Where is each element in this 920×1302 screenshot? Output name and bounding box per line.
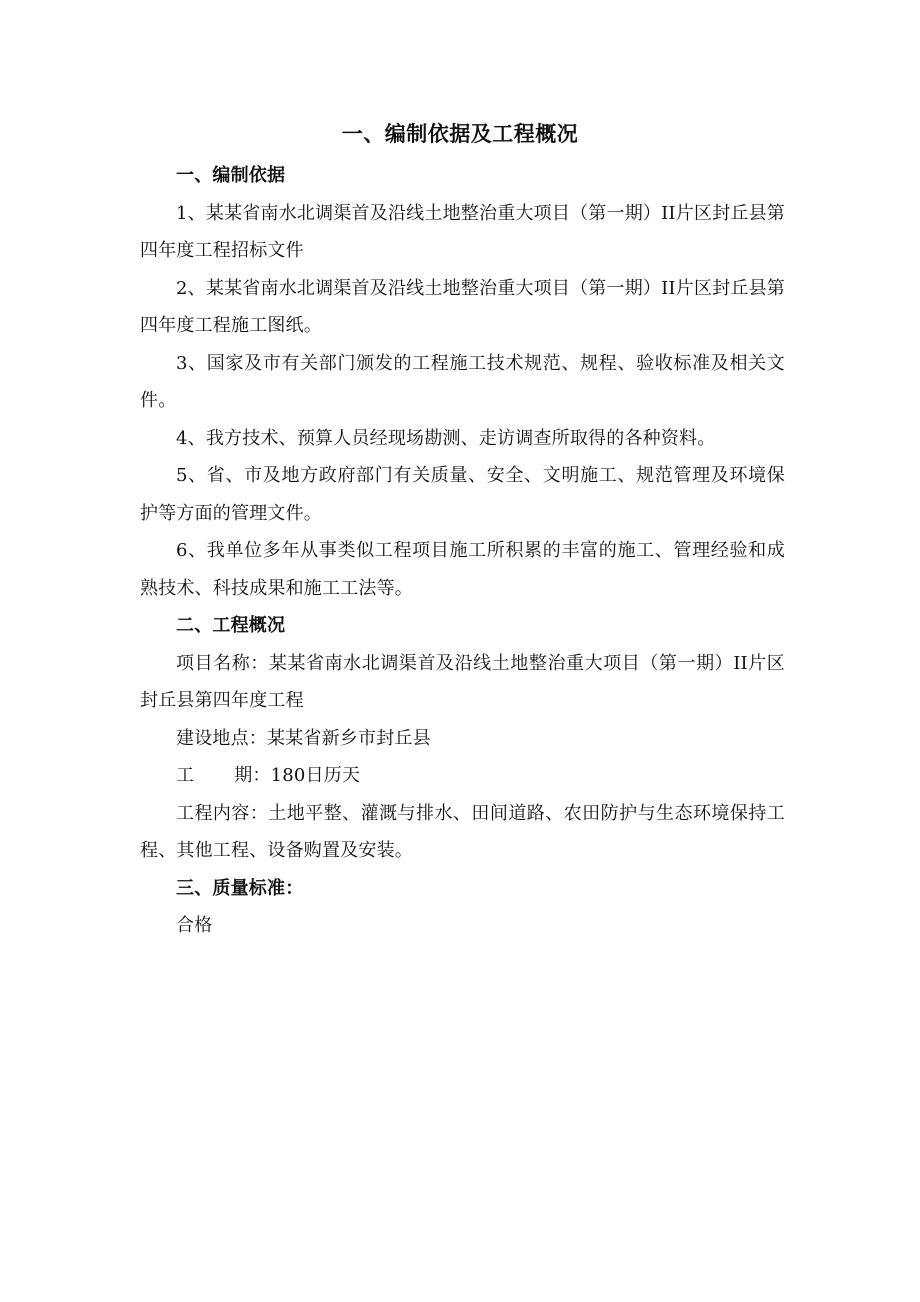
basis-item-5: 5、省、市及地方政府部门有关质量、安全、文明施工、规范管理及环境保护等方面的管理文件。	[140, 465, 785, 524]
basis-item-3: 3、国家及市有关部门颁发的工程施工技术规范、规程、验收标准及相关文件。	[140, 352, 785, 411]
section-heading-quality: 三、质量标准：	[176, 877, 304, 899]
duration-label-b: 期：	[234, 765, 271, 786]
section-heading-overview: 二、工程概况	[176, 615, 286, 636]
basis-item-4: 4、我方技术、预算人员经现场勘测、走访调查所取得的各种资料。	[176, 427, 716, 449]
quality-standard-value: 合格	[176, 915, 213, 936]
basis-item-1: 1、某某省南水北调渠首及沿线土地整治重大项目（第一期）II片区封丘县第四年度工程招标文件	[140, 202, 785, 261]
basis-item-6: 6、我单位多年从事类似工程项目施工所积累的丰富的施工、管理经验和成熟技术、科技成果和施工工法等。	[140, 540, 785, 599]
duration-value: 180日历天	[270, 765, 361, 786]
project-name: 项目名称：某某省南水北调渠首及沿线土地整治重大项目（第一期）II片区封丘县第四年度工程	[140, 652, 785, 711]
construction-duration	[140, 757, 785, 795]
section-heading-basis: 一、编制依据	[176, 165, 286, 186]
construction-location: 建设地点：某某省新乡市封丘县	[176, 727, 431, 749]
construction-content: 工程内容：土地平整、灌溉与排水、田间道路、农田防护与生态环境保持工程、其他工程、设备购置及安装。	[140, 802, 785, 861]
basis-item-2: 2、某某省南水北调渠首及沿线土地整治重大项目（第一期）II片区封丘县第四年度工程施工图纸。	[140, 277, 785, 336]
document-title: 一、编制依据及工程概况	[341, 122, 579, 146]
duration-label-a: 工	[176, 765, 195, 786]
document-body	[140, 157, 785, 945]
